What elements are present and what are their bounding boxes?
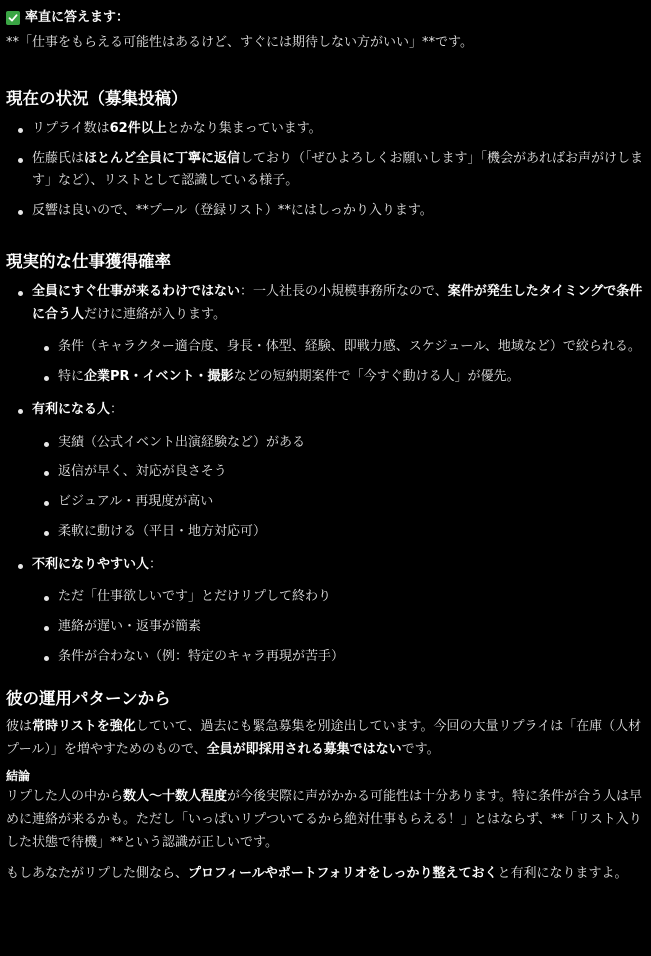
list-item: 特に企業PR・イベント・撮影などの短納期案件で「今すぐ動ける人」が優先。: [6, 366, 645, 389]
list-item: 柔軟に動ける（平日・地方対応可）: [6, 521, 645, 544]
list-item: 条件（キャラクター適合度、身長・体型、経験、即戦力感、スケジュール、地域など）で絞られる。: [6, 336, 645, 359]
list-item: 連絡が遅い・返事が簡素: [6, 616, 645, 639]
list-item: 条件が合わない（例：特定のキャラ再現が苦手）: [6, 646, 645, 669]
intro-text: **「仕事をもらえる可能性はあるけど、すぐには期待しない方がいい」**です。: [6, 35, 473, 50]
current-status-list: [6, 118, 645, 223]
advice-paragraph: もしあなたがリプした側なら、プロフィールやポートフォリオをしっかり整えておくと有利になりますよ。: [6, 865, 628, 881]
list-item: ビジュアル・再現度が高い: [6, 491, 645, 514]
list-item: 反響は良いので、**プール（登録リスト）**にはしっかり入ります。: [6, 200, 645, 223]
list-item: 返信が早く、対応が良さそう: [6, 461, 645, 484]
section-title-realistic-chance: 現実的な仕事獲得確率: [6, 251, 171, 271]
list-item: 有利になる人：: [6, 399, 645, 422]
list-item: 実績（公式イベント出演経験など）がある: [6, 432, 645, 455]
list-item: 全員にすぐ仕事が来るわけではない：一人社長の小規模事務所なので、案件が発生したタイミングで条件に合う人だけに連絡が入ります。: [6, 281, 645, 327]
disadvantage-group: [6, 554, 645, 577]
list-item: 佐藤氏はほとんど全員に丁寧に返信しており（「ぜひよろしくお願いします」「機会があればお声がけします」など）、リストとして認識している様子。: [6, 148, 645, 194]
section-title-current-status: 現在の状況（募集投稿）: [6, 88, 188, 108]
conclusion-paragraph: リプした人の中から数人〜十数人程度が今後実際に声がかかる可能性は十分あります。特に条件が合う人は早めに連絡が来るかも。ただし「いっぱいリプついてるから絶対仕事もらえる！」とはならず、**「リスト入りした状態で待機」**という認識が正しいです。: [6, 789, 642, 850]
realistic-chance-list: [6, 281, 645, 327]
advantage-group: [6, 399, 645, 422]
advantage-sublist: [6, 432, 645, 544]
answer-header: [6, 7, 645, 29]
list-item: ただ「仕事欲しいです」とだけリプして終わり: [6, 586, 645, 609]
section-title-operation-pattern: 彼の運用パターンから: [6, 688, 171, 708]
answer-header-label: 率直に答えます：: [25, 9, 130, 25]
condition-sublist: [6, 336, 645, 389]
check-mark-icon: [6, 11, 20, 25]
conclusion-label: 結論: [6, 769, 31, 784]
operation-paragraph: 彼は常時リストを強化していて、過去にも緊急募集を別途出しています。今回の大量リプライは「在庫（人材プール）」を増やすためのもので、全員が即採用される募集ではないです。: [6, 718, 642, 757]
list-item: リプライ数は62件以上とかなり集まっています。: [6, 118, 645, 141]
disadvantage-sublist: [6, 586, 645, 668]
list-item: 不利になりやすい人：: [6, 554, 645, 577]
